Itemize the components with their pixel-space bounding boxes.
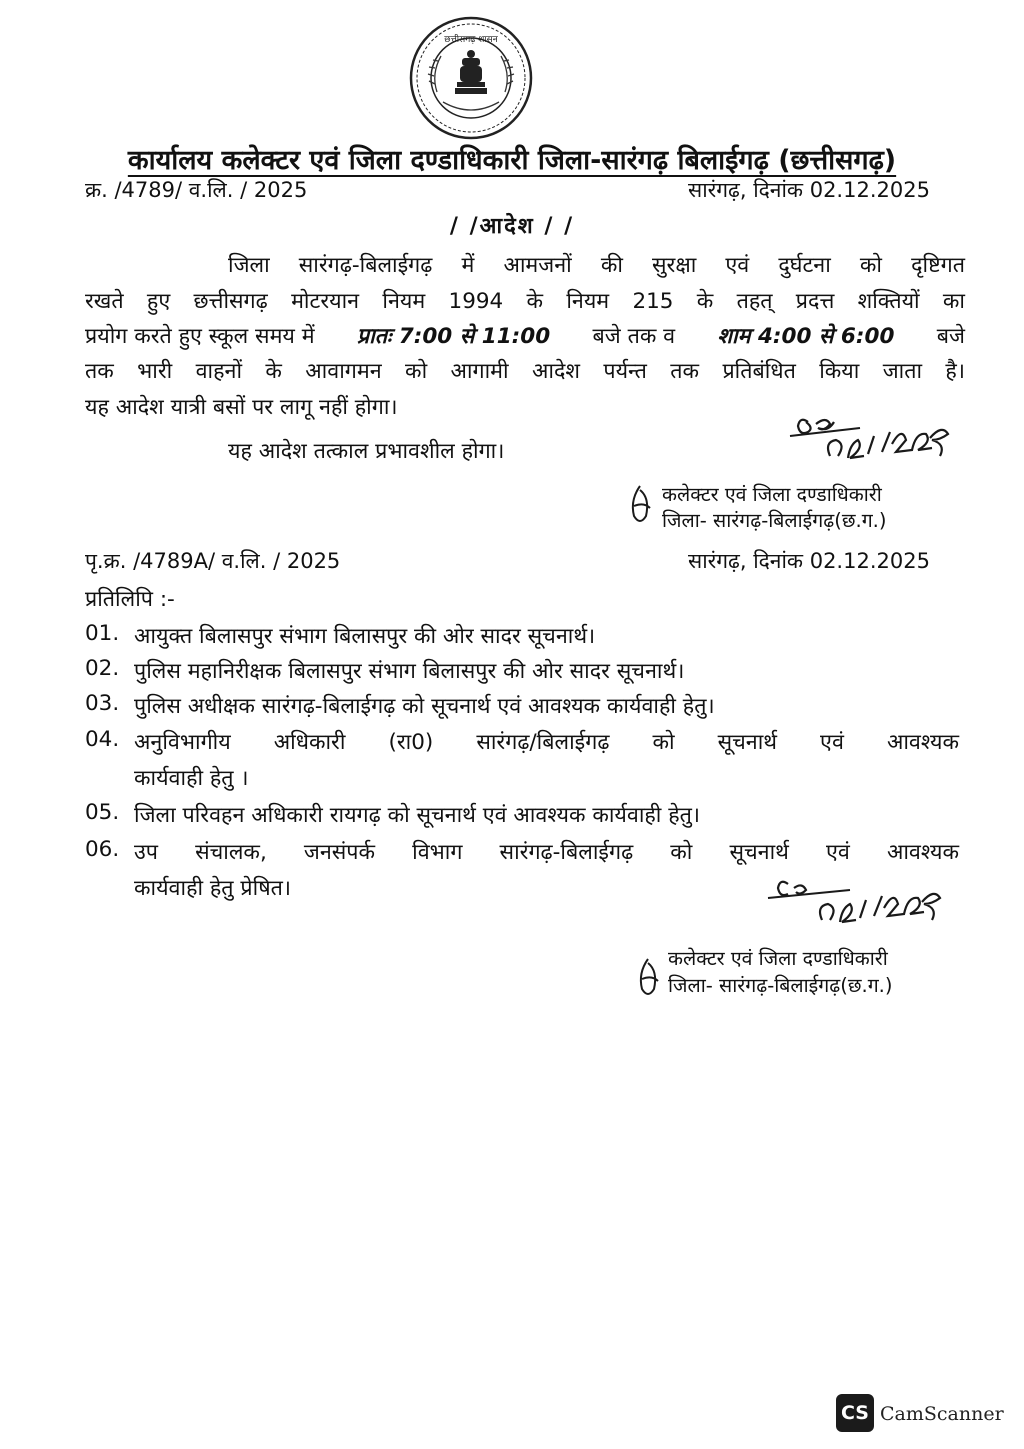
camscanner-logo: CS [836,1394,874,1432]
copy-item-number: 01. [85,621,120,646]
copy-item-1 [85,621,965,651]
morning-timing: प्रातः 7:00 से 11:00 [356,324,551,349]
evening-timing: शाम 4:00 से 6:00 [717,324,895,349]
office-header: कार्यालय कलेक्टर एवं जिला दण्डाधिकारी जिला-सारंगढ़ बिलाईगढ़ (छत्तीसगढ़) [127,145,897,176]
copy-item-text-continued: कार्यवाही हेतु । [134,766,249,791]
copy-item-5 [85,800,965,830]
signatory-district-1: जिला- सारंगढ़-बिलाईगढ़(छ.ग.) [662,509,887,532]
order-para-line-4: तक भारी वाहनों के आवागमन को आगामी आदेश पर्यन्त तक प्रतिबंधित किया जाता है। [85,359,965,384]
copy-item-text: आयुक्त बिलासपुर संभाग बिलासपुर की ओर सादर सूचनार्थ। [134,624,596,649]
copy-item-number: 05. [85,800,120,825]
copy-item-number: 06. [85,837,120,862]
signatory-designation-2: कलेक्टर एवं जिला दण्डाधिकारी [668,947,888,970]
copy-item-4 [85,727,965,797]
copy-item-text-continued: कार्यवाही हेतु प्रेषित। [134,876,292,901]
order-effective-statement: यह आदेश तत्काल प्रभावशील होगा। [228,439,505,464]
copy-item-2 [85,656,965,686]
copy-item-number: 04. [85,727,120,752]
copy-item-text: पुलिस महानिरीक्षक बिलासपुर संभाग बिलासपुर की ओर सादर सूचनार्थ। [134,659,685,684]
order-para-line-1: जिला सारंगढ़-बिलाईगढ़ में आमजनों की सुरक्षा एवं दुर्घटना को दृष्टिगत [228,253,965,278]
timing-text-e: बजे [936,324,965,349]
order-reference-number: क्र. /4789/ व.लि. / 2025 [85,178,308,202]
order-place-date: सारंगढ़, दिनांक 02.12.2025 [688,178,930,202]
seal-caption: छत्तीसगढ़ शासन [444,35,498,45]
copy-item-3 [85,691,965,721]
copy-item-text: उप संचालक, जनसंपर्क विभाग सारंगढ़-बिलाईगढ़ को सूचनार्थ एवं आवश्यक [134,840,959,865]
order-title: / /आदेश / / [449,214,575,239]
signatory-designation-1: कलेक्टर एवं जिला दण्डाधिकारी [662,483,882,506]
copy-item-text: अनुविभागीय अधिकारी (रा0) सारंगढ़/बिलाईगढ़ को सूचनार्थ एवं आवश्यक [134,730,959,755]
copy-item-text: पुलिस अधीक्षक सारंगढ़-बिलाईगढ़ को सूचनार्थ एवं आवश्यक कार्यवाही हेतु। [134,694,715,719]
order-para-line-5: यह आदेश यात्री बसों पर लागू नहीं होगा। [85,395,398,420]
signatory-district-2: जिला- सारंगढ़-बिलाईगढ़(छ.ग.) [668,974,893,997]
timing-text-c: बजे तक व [592,324,676,349]
copy-item-text: जिला परिवहन अधिकारी रायगढ़ को सूचनार्थ एवं आवश्यक कार्यवाही हेतु। [134,803,701,828]
handwritten-signature-1 [770,400,960,475]
camscanner-watermark-text: CamScanner [880,1403,1004,1425]
government-seal-emblem [407,14,535,142]
copy-reference-number: पृ.क्र. /4789A/ व.लि. / 2025 [85,549,341,573]
initial-mark-1 [626,482,656,528]
copy-item-number: 03. [85,691,120,716]
handwritten-signature-2 [760,868,960,938]
copy-heading: प्रतिलिपि :- [85,587,175,612]
copy-item-number: 02. [85,656,120,681]
order-para-line-2: रखते हुए छत्तीसगढ़ मोटरयान नियम 1994 के नियम 215 के तहत् प्रदत्त शक्तियों का [85,289,965,314]
copy-place-date: सारंगढ़, दिनांक 02.12.2025 [688,549,930,573]
order-para-line-3 [85,319,965,355]
timing-text-a: प्रयोग करते हुए स्कूल समय में [85,324,315,349]
initial-mark-2 [634,955,664,1001]
